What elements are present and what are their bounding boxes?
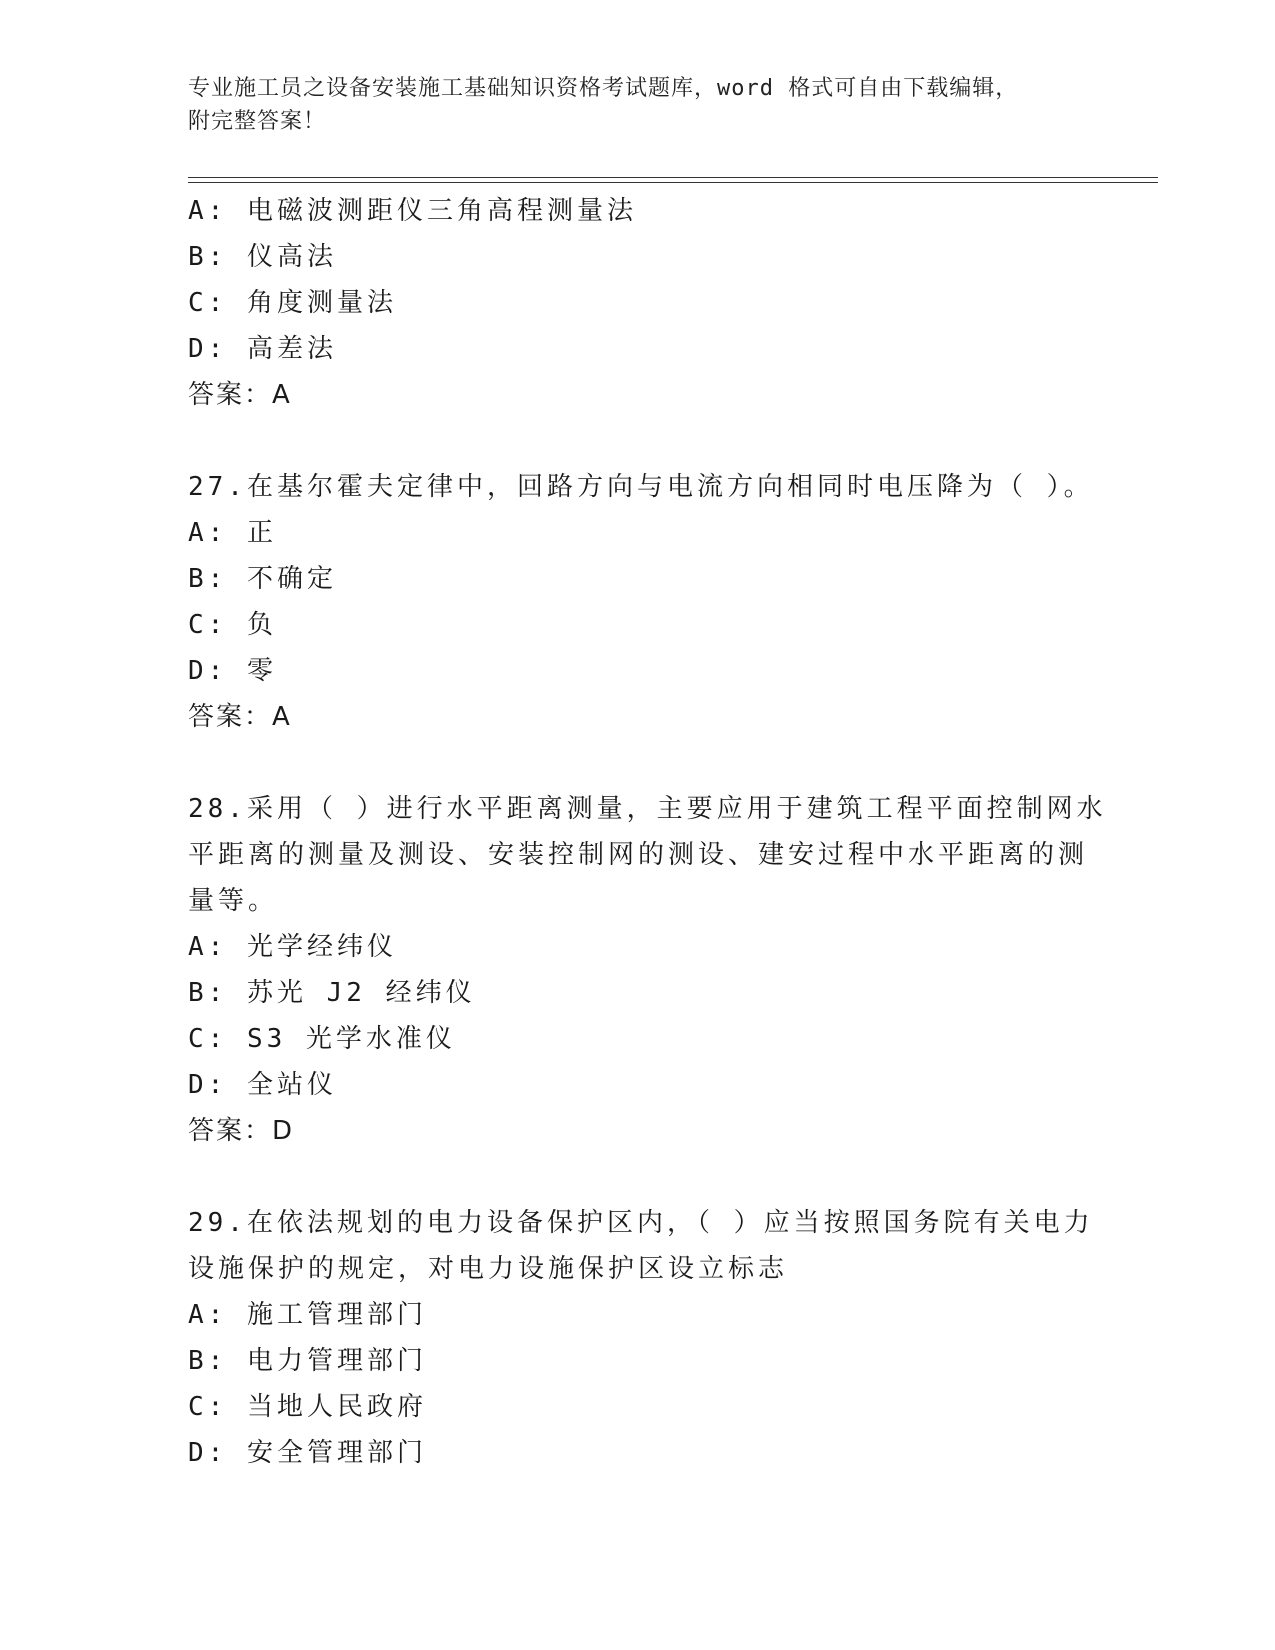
- option-c: C: 角度测量法: [188, 288, 397, 318]
- option-d: D: 全站仪: [188, 1070, 337, 1100]
- header-line-1: 专业施工员之设备安装施工基础知识资格考试题库，word 格式可自由下载编辑，: [188, 76, 1019, 101]
- header-divider-top: [188, 177, 1158, 178]
- question-text-line-1: 29.在依法规划的电力设备保护区内，（ ）应当按照国务院有关电力: [188, 1208, 1094, 1238]
- question-28: [188, 786, 1107, 1154]
- option-b: B: 仪高法: [188, 242, 337, 272]
- question-text-line-2: 平距离的测量及测设、安装控制网的测设、建安过程中水平距离的测: [188, 840, 1089, 870]
- option-a: A: 施工管理部门: [188, 1300, 427, 1330]
- spacer: [188, 740, 1088, 786]
- answer-label: 答案：A: [188, 702, 292, 732]
- question-text-line-3: 量等。: [188, 886, 279, 916]
- header-line-2: 附完整答案！: [188, 109, 327, 134]
- question-text: 27.在基尔霍夫定律中，回路方向与电流方向相同时电压降为（ ）。: [188, 472, 1094, 502]
- question-26: [188, 188, 1088, 418]
- option-a: A: 正: [188, 518, 277, 548]
- question-text-line-2: 设施保护的规定，对电力设施保护区设立标志: [188, 1254, 789, 1284]
- document-header: [188, 72, 1068, 138]
- option-b: B: 苏光 J2 经纬仪: [188, 978, 476, 1008]
- spacer: [188, 1154, 1088, 1200]
- option-c: C: S3 光学水准仪: [188, 1024, 456, 1054]
- option-a: A: 光学经纬仪: [188, 932, 397, 962]
- option-d: D: 零: [188, 656, 277, 686]
- spacer: [188, 418, 1088, 464]
- option-a: A: 电磁波测距仪三角高程测量法: [188, 196, 637, 226]
- question-29: [188, 1200, 1094, 1476]
- question-text-line-1: 28.采用（ ）进行水平距离测量，主要应用于建筑工程平面控制网水: [188, 794, 1107, 824]
- option-d: D: 安全管理部门: [188, 1438, 427, 1468]
- answer-label: 答案：A: [188, 380, 292, 410]
- option-b: B: 不确定: [188, 564, 337, 594]
- answer-label: 答案：D: [188, 1116, 295, 1146]
- question-list: [188, 188, 1107, 1476]
- option-c: C: 负: [188, 610, 277, 640]
- option-d: D: 高差法: [188, 334, 337, 364]
- option-b: B: 电力管理部门: [188, 1346, 427, 1376]
- header-divider-bottom: [188, 182, 1158, 183]
- question-27: [188, 464, 1094, 740]
- option-c: C: 当地人民政府: [188, 1392, 427, 1422]
